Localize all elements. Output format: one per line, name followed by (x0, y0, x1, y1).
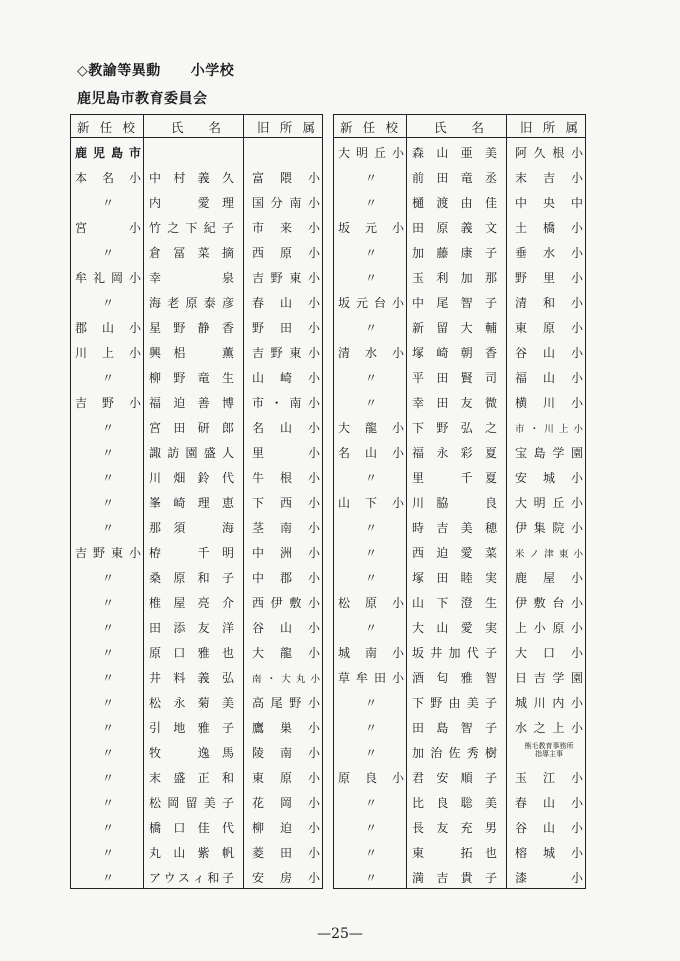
table-row (71, 564, 322, 589)
name-cell: 里 千夏 (412, 471, 497, 485)
old-school-cell: 国分南小 (252, 196, 320, 210)
old-school-cell: 城川内小 (515, 696, 583, 710)
name-cell: 栫 千明 (149, 546, 234, 560)
old-school-cell: 菱田小 (252, 846, 320, 860)
name-cell: 坂井加代子 (412, 646, 497, 660)
name-cell: 松永菊美 (149, 696, 234, 710)
table-row (334, 714, 585, 739)
new-school-cell: 〃 (101, 871, 114, 885)
name-cell: 森山亜美 (412, 146, 497, 160)
table-row (334, 839, 585, 864)
new-school-cell: 〃 (101, 421, 114, 435)
table-row (334, 464, 585, 489)
old-school-cell: 牛根小 (252, 471, 320, 485)
new-school-cell: 〃 (364, 246, 377, 260)
name-cell: 宮田研郎 (149, 421, 234, 435)
table-row (71, 764, 322, 789)
table-row (71, 864, 322, 889)
table-row (71, 214, 322, 239)
table-row (71, 589, 322, 614)
old-school-cell: 大龍小 (252, 646, 320, 660)
old-school-cell: 谷山小 (515, 346, 583, 360)
old-school-cell: 南・大丸小 (252, 674, 320, 685)
name-cell: 丸山紫帆 (149, 846, 234, 860)
old-school-cell: 玉江小 (515, 771, 583, 785)
old-school-cell: 宝島学園 (515, 446, 583, 460)
old-school-cell: 中央中 (515, 196, 583, 210)
table-row (71, 314, 322, 339)
old-school-cell: 伊集院小 (515, 521, 583, 535)
header-name: 氏 名 (171, 120, 221, 135)
new-school-cell: 大龍小 (338, 421, 404, 435)
old-school-cell: 市・南小 (252, 396, 320, 410)
name-cell: 玉利加那 (412, 271, 497, 285)
table-row (334, 314, 585, 339)
name-cell: 酒匂雅智 (412, 671, 497, 685)
new-school-cell: 〃 (101, 671, 114, 685)
new-school-cell: 〃 (101, 496, 114, 510)
new-school-cell: 〃 (101, 721, 114, 735)
table-row (334, 164, 585, 189)
name-cell: 星野静香 (149, 321, 234, 335)
new-school-cell: 〃 (101, 646, 114, 660)
name-cell: 下野弘之 (412, 421, 497, 435)
name-cell: 新留大輔 (412, 321, 497, 335)
table-row (71, 514, 322, 539)
new-school-cell: 坂元台小 (338, 296, 404, 310)
name-cell: 福迫善博 (149, 396, 234, 410)
table-row (334, 189, 585, 214)
table-row (334, 389, 585, 414)
new-school-cell: 牟礼岡小 (75, 271, 141, 285)
board-heading: 鹿児島市教育委員会 (77, 91, 208, 107)
table-row (334, 239, 585, 264)
table-row (71, 489, 322, 514)
new-school-cell: 郡山小 (75, 321, 141, 335)
new-school-cell: 〃 (101, 246, 114, 260)
new-school-cell: 〃 (101, 571, 114, 585)
transfer-table-right (333, 114, 586, 889)
name-cell: 塚崎朝香 (412, 346, 497, 360)
table-row (71, 539, 322, 564)
old-school-cell: 水之上小 (515, 721, 583, 735)
new-school-cell: 原良小 (338, 771, 404, 785)
table-row (71, 189, 322, 214)
new-school-cell: 〃 (364, 621, 377, 635)
old-school-cell: 清和小 (515, 296, 583, 310)
name-cell: 内 愛理 (149, 196, 234, 210)
name-cell: 幸田友微 (412, 396, 497, 410)
new-school-cell: 〃 (101, 371, 114, 385)
old-school-cell: 春山小 (515, 796, 583, 810)
old-school-cell: 谷山小 (515, 821, 583, 835)
new-school-cell: 〃 (364, 571, 377, 585)
name-cell: 田島智子 (412, 721, 497, 735)
school-level: 小学校 (190, 63, 235, 79)
table-row (334, 264, 585, 289)
header-old: 旧所属 (257, 120, 315, 135)
table-row (334, 339, 585, 364)
old-school-cell: 吉野東小 (252, 271, 320, 285)
new-school-cell: 〃 (101, 746, 114, 760)
new-school-cell: 〃 (101, 771, 114, 785)
new-school-cell: 草牟田小 (338, 671, 404, 685)
table-row (334, 414, 585, 439)
new-school-cell: 〃 (101, 621, 114, 635)
old-school-cell: 陵南小 (252, 746, 320, 760)
old-school-cell: 野里小 (515, 271, 583, 285)
section-heading (77, 60, 234, 80)
table-row (334, 639, 585, 664)
table-row (71, 689, 322, 714)
old-school-cell: 茎南小 (252, 521, 320, 535)
name-cell: 平田賢司 (412, 371, 497, 385)
name-cell: 長友充男 (412, 821, 497, 835)
table-row (334, 539, 585, 564)
header-school: 新任校 (340, 120, 398, 135)
name-cell: 西迫愛菜 (412, 546, 497, 560)
new-school-cell: 〃 (364, 171, 377, 185)
table-row (334, 589, 585, 614)
table-row (71, 389, 322, 414)
name-cell: 桑原和子 (149, 571, 234, 585)
name-cell: 川畑鈴代 (149, 471, 234, 485)
old-school-cell: 垂水小 (515, 246, 583, 260)
old-school-cell: 東原小 (515, 321, 583, 335)
table-row (334, 564, 585, 589)
table-row (71, 639, 322, 664)
name-cell: 君安順子 (412, 771, 497, 785)
old-school-cell: 大明丘小 (515, 496, 583, 510)
new-school-cell: 〃 (364, 546, 377, 560)
old-school-cell: 横川小 (515, 396, 583, 410)
name-cell: 下野由美子 (412, 696, 497, 710)
name-cell: 峯崎理恵 (149, 496, 234, 510)
page-number: —25— (317, 926, 363, 942)
table-row (334, 864, 585, 889)
new-school-cell: 大明丘小 (338, 146, 404, 160)
name-cell: 柳野竜生 (149, 371, 234, 385)
name-cell: 海老原泰彦 (149, 296, 234, 310)
name-cell: 東 拓也 (412, 846, 497, 860)
old-school-cell: 谷山小 (252, 621, 320, 635)
name-cell: 那須 海 (149, 521, 234, 535)
old-school-cell: 高尾野小 (252, 696, 320, 710)
name-cell: 満吉貴子 (412, 871, 497, 885)
table-row (71, 164, 322, 189)
new-school-cell: 〃 (364, 321, 377, 335)
table-header (71, 115, 322, 138)
table-row (71, 339, 322, 364)
name-cell: 塚田睦実 (412, 571, 497, 585)
name-cell: 田原義文 (412, 221, 497, 235)
new-school-cell: 本名小 (75, 171, 141, 185)
table-row (71, 439, 322, 464)
old-school-cell: 安城小 (515, 471, 583, 485)
new-school-cell: 〃 (364, 871, 377, 885)
table-row (334, 364, 585, 389)
new-school-cell: 〃 (364, 746, 377, 760)
new-school-cell: 山下小 (338, 496, 404, 510)
name-cell: 中村義久 (149, 171, 234, 185)
old-school-cell: 中郡小 (252, 571, 320, 585)
table-row (71, 464, 322, 489)
table-row (71, 714, 322, 739)
new-school-cell: 〃 (364, 271, 377, 285)
name-cell: 末盛正和 (149, 771, 234, 785)
table-row (71, 839, 322, 864)
section-title: ◇教諭等異動 (77, 63, 161, 79)
table-row (334, 789, 585, 814)
old-school-cell: 伊敷台小 (515, 596, 583, 610)
name-cell: 樋渡由佳 (412, 196, 497, 210)
old-school-cell: 鷹巣小 (252, 721, 320, 735)
table-row (71, 664, 322, 689)
table-row (71, 264, 322, 289)
table-row (71, 139, 322, 164)
old-school-cell: 末吉小 (515, 171, 583, 185)
name-cell: 諏訪園盛人 (149, 446, 234, 460)
new-school-cell: 清水小 (338, 346, 404, 360)
new-school-cell: 鹿児島市 (75, 146, 141, 160)
old-school-cell: 上小原小 (515, 621, 583, 635)
name-cell: 竹之下紀子 (149, 221, 234, 235)
name-cell: 加治佐秀樹 (412, 746, 497, 760)
table-row (71, 289, 322, 314)
old-school-cell: 市・川上小 (515, 424, 583, 435)
new-school-cell: 〃 (364, 721, 377, 735)
new-school-cell: 〃 (101, 446, 114, 460)
old-school-cell: 市来小 (252, 221, 320, 235)
new-school-cell: 川上小 (75, 346, 141, 360)
table-row (71, 239, 322, 264)
new-school-cell: 〃 (364, 396, 377, 410)
new-school-cell: 松原小 (338, 596, 404, 610)
old-school-cell: 名山小 (252, 421, 320, 435)
name-cell: 引地雅子 (149, 721, 234, 735)
table-row (71, 739, 322, 764)
new-school-cell: 名山小 (338, 446, 404, 460)
old-school-cell: 下西小 (252, 496, 320, 510)
name-cell: 福永彩夏 (412, 446, 497, 460)
name-cell: 比良聡美 (412, 796, 497, 810)
new-school-cell: 〃 (101, 596, 114, 610)
name-cell: 橋口佳代 (149, 821, 234, 835)
old-school-cell: 春山小 (252, 296, 320, 310)
old-school-cell: 東原小 (252, 771, 320, 785)
name-cell: 山下澄生 (412, 596, 497, 610)
old-school-cell: 里 小 (252, 446, 320, 460)
old-school-cell: 阿久根小 (515, 146, 583, 160)
old-school-cell: 熊毛教育事務所 指導主事 (524, 742, 574, 758)
new-school-cell: 〃 (101, 196, 114, 210)
old-school-cell: 福山小 (515, 371, 583, 385)
name-cell: 大山愛実 (412, 621, 497, 635)
name-cell: 田添友洋 (149, 621, 234, 635)
old-school-cell: 柳迫小 (252, 821, 320, 835)
old-school-cell: 土橋小 (515, 221, 583, 235)
new-school-cell: 〃 (101, 696, 114, 710)
new-school-cell: 〃 (364, 821, 377, 835)
name-cell: 椎屋亮介 (149, 596, 234, 610)
table-row (71, 814, 322, 839)
table-row (71, 364, 322, 389)
table-row (71, 414, 322, 439)
old-school-cell: 大口小 (515, 646, 583, 660)
old-school-cell: 西原小 (252, 246, 320, 260)
name-cell: 加藤康子 (412, 246, 497, 260)
name-cell: 川脇 良 (412, 496, 497, 510)
table-row (71, 614, 322, 639)
name-cell: 松岡留美子 (149, 796, 234, 810)
new-school-cell: 〃 (364, 371, 377, 385)
table-row (334, 289, 585, 314)
old-school-cell: 西伊敷小 (252, 596, 320, 610)
old-school-cell: 吉野東小 (252, 346, 320, 360)
name-cell: 牧 逸馬 (149, 746, 234, 760)
header-school: 新任校 (77, 120, 135, 135)
new-school-cell: 坂元小 (338, 221, 404, 235)
table-row (334, 489, 585, 514)
new-school-cell: 〃 (101, 796, 114, 810)
table-row (334, 764, 585, 789)
new-school-cell: 〃 (101, 296, 114, 310)
header-old: 旧所属 (520, 120, 578, 135)
new-school-cell: 〃 (364, 521, 377, 535)
name-cell: 中尾智子 (412, 296, 497, 310)
new-school-cell: 城南小 (338, 646, 404, 660)
table-row (334, 689, 585, 714)
table-row (334, 439, 585, 464)
name-cell: 井料義弘 (149, 671, 234, 685)
new-school-cell: 吉野東小 (75, 546, 141, 560)
new-school-cell: 〃 (364, 846, 377, 860)
name-cell: 原口雅也 (149, 646, 234, 660)
new-school-cell: 〃 (364, 196, 377, 210)
new-school-cell: 〃 (101, 471, 114, 485)
table-row (334, 139, 585, 164)
name-cell: 倉冨菜摘 (149, 246, 234, 260)
name-cell: 幸 泉 (149, 271, 234, 285)
table-row (334, 814, 585, 839)
new-school-cell: 宮 小 (75, 221, 141, 235)
old-school-cell: 米ノ津東小 (515, 549, 583, 560)
new-school-cell: 〃 (364, 796, 377, 810)
name-cell: 前田竜丞 (412, 171, 497, 185)
table-row (334, 739, 585, 764)
new-school-cell: 〃 (101, 821, 114, 835)
table-row (334, 614, 585, 639)
new-school-cell: 〃 (364, 696, 377, 710)
table-row (71, 789, 322, 814)
old-school-cell: 花岡小 (252, 796, 320, 810)
old-school-cell: 野田小 (252, 321, 320, 335)
old-school-cell: 榕城小 (515, 846, 583, 860)
old-school-cell: 中洲小 (252, 546, 320, 560)
name-cell: アウスィ和子 (149, 871, 234, 885)
table-row (334, 664, 585, 689)
header-name: 氏 名 (434, 120, 484, 135)
new-school-cell: 〃 (364, 471, 377, 485)
old-school-cell: 安房小 (252, 871, 320, 885)
new-school-cell: 〃 (101, 846, 114, 860)
table-header (334, 115, 585, 138)
transfer-table-left (70, 114, 323, 889)
name-cell: 時吉美穂 (412, 521, 497, 535)
old-school-cell: 山崎小 (252, 371, 320, 385)
old-school-cell: 富隈小 (252, 171, 320, 185)
new-school-cell: 〃 (101, 521, 114, 535)
table-row (334, 514, 585, 539)
name-cell: 興梠 薫 (149, 346, 234, 360)
old-school-cell: 日吉学園 (515, 671, 583, 685)
old-school-cell: 漆 小 (515, 871, 583, 885)
old-school-cell: 鹿屋小 (515, 571, 583, 585)
table-row (334, 214, 585, 239)
new-school-cell: 吉野小 (75, 396, 141, 410)
